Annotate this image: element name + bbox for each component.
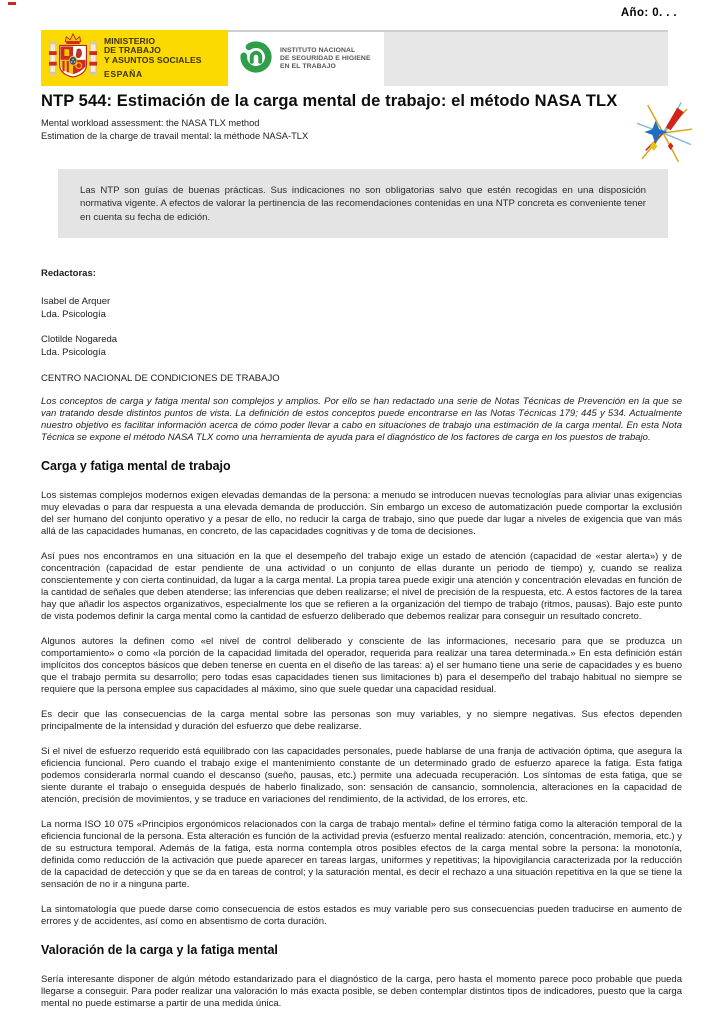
subtitle-french: Estimation de la charge de travail mental: la méthode NASA-TLX bbox=[41, 131, 309, 141]
paragraph: La norma ISO 10 075 «Principios ergonómicos relacionados con la carga de trabajo mental» define el término fatiga como la alteración temporal de la eficiencia funcional de la persona. Esta alteración es función de la actividad previa (esfuerzo mental realizado: atención, concentración, memoria, etc.) y de su estructura temporal. Además de la fatiga, esta norma contempla otros posibles efectos de la carga mental sobre la persona: la monotonía, definida como reducción de la activación que puede aparecer en tareas largas, uniformes y repetitivas; la hipovigilancia caracterizada por la reducción de la capacidad de detección y que se da en tareas de control; y la saturación mental, es decir el rechazo a una situación repetitiva en la que se tiene la sensación de no ir a ninguna parte. bbox=[41, 819, 682, 891]
header-banner bbox=[41, 30, 668, 86]
ministry-logo-block bbox=[41, 30, 228, 86]
institute-line: EN EL TRABAJO bbox=[280, 63, 336, 70]
section-heading: Valoración de la carga y la fatiga mental bbox=[41, 943, 278, 958]
paragraph: Los sistemas complejos modernos exigen elevadas demandas de la persona: a menudo se introducen nuevas tecnologías para aliviar unas exigencias muy elevadas o para dar respuesta a una elevada demanda de producción. Sin embargo un exceso de automatización puede comportar la exclusión del ser humano del conjunto operativo y a pesar de ello, no reducir la carga de trabajo, sino que puede dar lugar a niveles de exigencia que van más allá de las capacidades humanas, en concreto, de las capacidades cognitivas y de toma de decisiones. bbox=[41, 490, 682, 538]
ministry-line: MINISTERIO bbox=[104, 35, 156, 46]
center-name: CENTRO NACIONAL DE CONDICIONES DE TRABAJO bbox=[41, 373, 280, 385]
ministry-line: Y ASUNTOS SOCIALES bbox=[104, 55, 202, 65]
author-entry bbox=[41, 333, 682, 359]
intro-paragraph: Los conceptos de carga y fatiga mental son complejos y amplios. Por ello se han redactado una serie de Notas Técnicas de Prevención en la que se van tratando desde distintos puntos de vista. La definición de estos conceptos puede encontrarse en las Notas Técnicas 179; 445 y 534. Actualmente nuestro objetivo es facilitar información acerca de cómo poder llevar a cabo en situaciones de trabajo una estimación de la carga mental. En esta Nota Técnica se expone el método NASA TLX como una herramienta de ayuda para el diagnóstico de los factores de carga en los puestos de trabajo. bbox=[41, 396, 682, 444]
paragraph: La sintomatología que puede darse como consecuencia de estos estados es muy variable pero sus consecuencias pueden traducirse en aumento de errores y de accidentes, así como en absentismo de corta duración. bbox=[41, 904, 682, 928]
document-content bbox=[41, 92, 682, 1023]
year-label: Año: 0. . . bbox=[620, 7, 677, 19]
paragraph: Es decir que las consecuencias de la carga mental sobre las personas son muy variables, y no siempre negativas. Sus efectos dependen principalmente de la intensidad y duración del esfuerzo que debe realizarse. bbox=[41, 709, 682, 733]
authors-label: Redactoras: bbox=[41, 268, 96, 280]
institute-name bbox=[280, 47, 371, 71]
author-name: Isabel de Arquer bbox=[41, 296, 111, 308]
ministry-name bbox=[104, 37, 202, 79]
paragraph: Así pues nos encontramos en una situación en la que el desempeño del trabajo exige un estado de atención (capacidad de «estar alerta») y de concentración (capacidad de estar pendiente de una actividad o un conjunto de ellas durante un periodo de tiempo) y, cuando se realiza conscientemente y con cierta continuidad, da lugar a la carga mental. La propia tarea puede exigir una atención y concentración elevadas en función de la cantidad de señales que deben atenderse; las inferencias que deben realizarse; el nivel de precisión de la respuesta, etc. A estos factores de la tarea hay que añadir los aspectos organizativos, especialmente los que se refieren a la organización del tiempo de trabajo (ritmos, pausas). Bajo este punto de vista podemos definir la carga mental como la cantidad de esfuerzo deliberado que debemos realizar para conseguir un resultado concreto. bbox=[41, 551, 682, 623]
authors-block bbox=[41, 267, 682, 385]
institute-line: DE SEGURIDAD E HIGIENE bbox=[280, 55, 371, 62]
author-entry bbox=[41, 295, 682, 321]
star-icon bbox=[634, 101, 696, 170]
institute-line: INSTITUTO NACIONAL bbox=[280, 47, 356, 54]
author-name: Clotilde Nogareda bbox=[41, 334, 118, 346]
paragraph: Si el nivel de esfuerzo requerido está equilibrado con las capacidades personales, puede hablarse de una franja de activación óptima, que asegura la eficiencia funcional. Pero cuando el trabajo exige el mantenimiento constante de un determinado grado de esfuerzo aparece la fatiga. Esta fatiga podemos considerarla normal cuando el descanso (sueño, pausas, etc.) permite una adecuada recuperación. Los síntomas de esta fatiga, que se siente durante el trabajo o enseguida después de haberlo finalizado, son: sensación de cansancio, somnolencia, alteraciones en la capacidad de atención, precisión de movimientos, y se traduce en variaciones del rendimiento, de la actividad, de los errores, etc. bbox=[41, 746, 682, 806]
section-heading: Carga y fatiga mental de trabajo bbox=[41, 459, 231, 474]
scan-artifact-mark bbox=[8, 2, 16, 5]
author-degree: Lda. Psicología bbox=[41, 347, 106, 359]
ministry-country: ESPAÑA bbox=[104, 68, 143, 79]
insht-logo-icon bbox=[239, 40, 273, 79]
notice-box: Las NTP son guías de buenas prácticas. Sus indicaciones no son obligatorias salvo que estén recogidas en una disposición normativa vigente. A efectos de valorar la pertinencia de las recomendaciones contenidas en una NTP concreta es conveniente tener en cuenta su fecha de edición. bbox=[58, 169, 668, 238]
coat-of-arms-icon bbox=[48, 32, 98, 85]
paragraph: Algunos autores la definen como «el nivel de control deliberado y consciente de las informaciones, necesario para que se produzca un comportamiento» o como «la porción de la capacidad limitada del operador, requerida para realizar una tarea determinada.» En esta definición están implícitos dos conceptos básicos que deben tenerse en cuenta en el diseño de las tareas: a) el ser humano tiene una serie de capacidades y es bueno que el trabajo permita su desarrollo; pero todas esas capacidades tienen sus limitaciones b) para el desempeño del trabajo habitual no siempre se requiere que la persona emplee sus capacidades al máximo, sino que suele quedar una capacidad residual. bbox=[41, 636, 682, 696]
subtitle-english: Mental workload assessment: the NASA TLX method bbox=[41, 118, 260, 128]
banner-filler bbox=[384, 30, 668, 86]
author-degree: Lda. Psicología bbox=[41, 309, 106, 321]
ministry-line: DE TRABAJO bbox=[104, 45, 161, 56]
paragraph: Sería interesante disponer de algún método estandarizado para el diagnóstico de la carga, pero hasta el momento parece poco probable que pueda llegarse a conseguir. Para poder realizar una valoración lo más exacta posible, se deben contemplar distintos tipos de indicadores, puesto que la carga mental no puede estimarse a partir de una medida única. bbox=[41, 974, 682, 1010]
institute-logo-block bbox=[228, 30, 384, 86]
page-title: NTP 544: Estimación de la carga mental de trabajo: el método NASA TLX bbox=[41, 92, 618, 110]
